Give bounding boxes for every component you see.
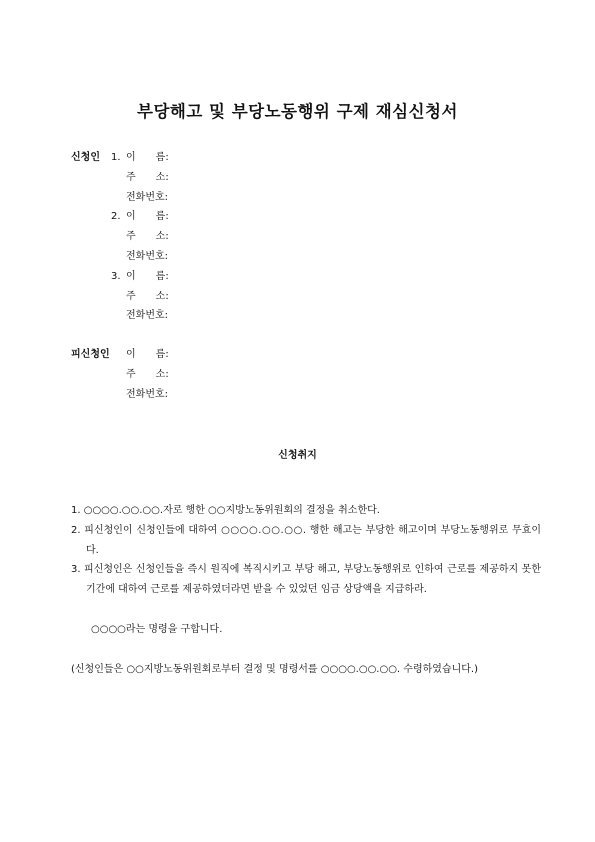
purpose-item: 3. 피신청인은 신청인들을 즉시 원직에 복직시키고 부당 해고, 부당노동행위로 인하여 근로를 제공하지 못한 기간에 대하여 근로를 제공하였더라면 받을 수 있었던 임금 상당액을 지급하라. <box>71 564 541 595</box>
address-label: 주 소: <box>126 172 169 183</box>
name-label: 이 름: <box>126 211 169 222</box>
applicant-number: 2. <box>111 211 121 222</box>
name-label: 이 름: <box>126 349 169 360</box>
purpose-item: 2. 피신청인이 신청인들에 대하여 ○○○○.○○.○○. 행한 해고는 부당한 해고이며 부당노동행위로 무효이다. <box>71 525 541 556</box>
applicant-number: 3. <box>111 271 121 282</box>
phone-label: 전화번호: <box>126 389 169 400</box>
respondent-header: 피신청인 <box>71 349 110 360</box>
name-label: 이 름: <box>126 152 169 163</box>
phone-label: 전화번호: <box>126 192 169 203</box>
applicant-number: 1. <box>111 152 121 163</box>
applicant-header: 신청인 <box>71 152 100 163</box>
order-line: ○○○○라는 명령을 구합니다. <box>91 624 223 635</box>
purpose-heading: 신청취지 <box>278 450 317 461</box>
purpose-item: 1. ○○○○.○○.○○.자로 행한 ○○지방노동위원회의 결정을 취소한다. <box>71 505 380 516</box>
address-label: 주 소: <box>126 291 169 302</box>
document-title: 부당해고 및 부당노동행위 구제 재심신청서 <box>137 102 458 121</box>
phone-label: 전화번호: <box>126 310 169 321</box>
address-label: 주 소: <box>126 231 169 242</box>
address-label: 주 소: <box>126 369 169 380</box>
name-label: 이 름: <box>126 271 169 282</box>
phone-label: 전화번호: <box>126 251 169 262</box>
receipt-note: (신청인들은 ○○지방노동위원회로부터 결정 및 명령서를 ○○○○.○○.○○. 수령하였습니다.) <box>71 664 478 675</box>
